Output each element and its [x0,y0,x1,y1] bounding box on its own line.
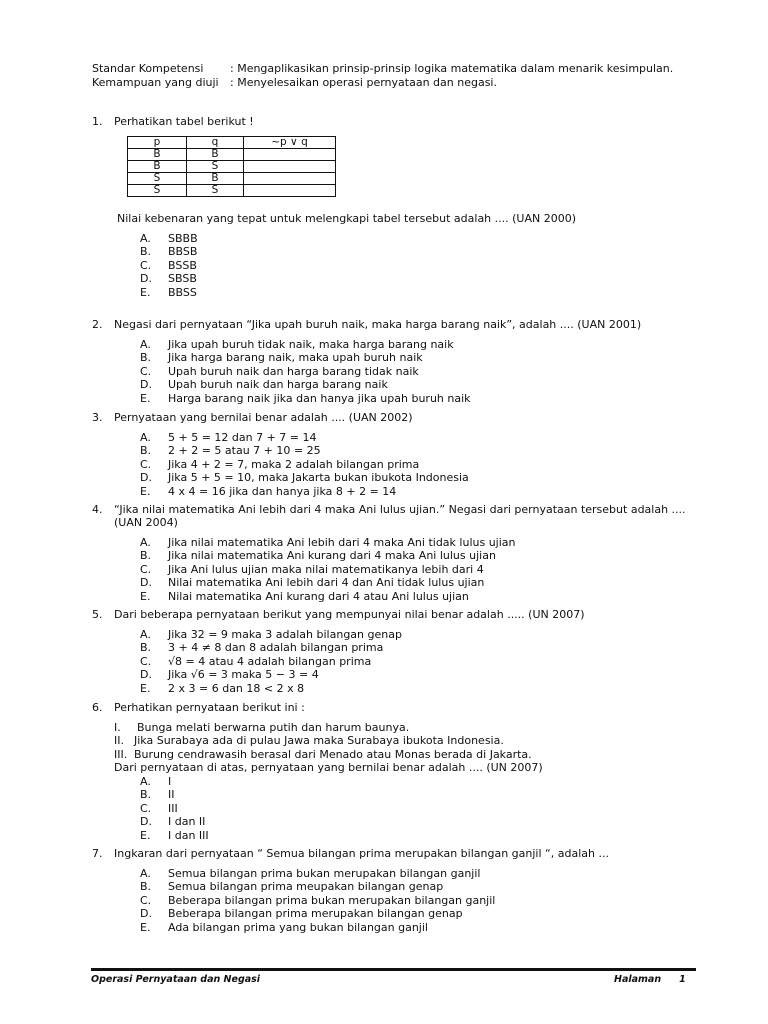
statement-roman: I. [114,721,121,734]
statement-item [114,748,543,761]
option-d [140,668,402,681]
question-5 [92,608,702,621]
option-a [140,431,469,444]
table-cell: S [187,161,244,173]
option-letter: D. [140,668,152,682]
sk-label: Standar Kompetensi [92,62,204,75]
option-text: Jika Ani lulus ujian maka nilai matematikanya lebih dari 4 [168,562,484,576]
table-header-cell: p [128,137,187,149]
options-q3 [140,431,469,498]
statement-roman: III. [114,747,128,761]
option-c [140,365,471,378]
question-text: Dari beberapa pernyataan berikut yang mempunyai nilai benar adalah ..... (UN 2007) [114,608,585,621]
option-letter: C. [140,801,152,815]
option-b [140,788,209,801]
option-c [140,259,198,272]
table-cell: S [128,173,187,185]
option-text: Jika nilai matematika Ani kurang dari 4 maka Ani lulus ujian [168,549,496,563]
option-text: SBSB [168,272,197,286]
sk-value: : Mengaplikasikan prinsip-prinsip logika matematika dalam menarik kesimpulan. [230,62,674,75]
question-1-prompt: Nilai kebenaran yang tepat untuk melengkapi tabel tersebut adalah .... (UAN 2000) [117,212,577,225]
option-a [140,628,402,641]
option-letter: E. [140,589,151,603]
option-text: Upah buruh naik dan harga barang naik [168,378,388,392]
question-2 [92,318,702,331]
option-text: 2 x 3 = 6 dan 18 < 2 x 8 [168,681,305,695]
question-number: 2. [92,318,103,331]
options-q5 [140,628,402,695]
option-letter: D. [140,815,152,829]
question-text: Perhatikan pernyataan berikut ini : [114,701,305,714]
options-q7 [140,867,495,934]
option-text: Jika √6 = 3 maka 5 − 3 = 4 [168,668,319,682]
option-letter: E. [140,285,151,299]
option-text: Harga barang naik jika dan hanya jika upah buruh naik [168,391,471,405]
table-cell: B [187,149,244,161]
option-letter: D. [140,272,152,286]
question-number: 7. [92,847,103,860]
table-cell: B [128,149,187,161]
question-6-prompt: Dari pernyataan di atas, pernyataan yang bernilai benar adalah .... (UN 2007) [114,761,543,775]
option-text: Beberapa bilangan prima merupakan bilangan genap [168,907,463,921]
option-b [140,880,495,893]
table-cell: B [187,173,244,185]
option-letter: B. [140,641,152,655]
table-header-cell: ~p ∨ q [244,137,336,149]
footer-rule [91,968,696,971]
statement-item [114,721,543,734]
table-cell [244,173,336,185]
option-text: Upah buruh naik dan harga barang tidak naik [168,364,419,378]
table-cell: S [128,185,187,197]
option-text: III [168,801,178,815]
question-7 [92,847,702,860]
table-row [128,149,336,161]
options-q2 [140,338,471,405]
table-cell [244,185,336,197]
question-number: 1. [92,115,103,128]
question-text: Pernyataan yang bernilai benar adalah .... (UAN 2002) [114,411,413,424]
option-text: BSSB [168,258,197,272]
option-a [140,775,209,788]
question-text: Perhatikan tabel berikut ! [114,115,254,128]
option-b [140,351,471,364]
option-letter: C. [140,562,152,576]
statement-text: Jika Surabaya ada di pulau Jawa maka Surabaya ibukota Indonesia. [134,734,504,748]
option-e [140,590,516,603]
options-q6 [140,775,209,842]
option-letter: B. [140,245,152,259]
option-text: BBSB [168,245,198,259]
option-letter: D. [140,907,152,921]
statement-text: Burung cendrawasih berasal dari Menado atau Monas berada di Jakarta. [134,747,532,761]
table-cell [244,149,336,161]
question-text: Negasi dari pernyataan “Jika upah buruh naik, maka harga barang naik”, adalah .... (UAN 2001) [114,318,642,331]
option-letter: C. [140,364,152,378]
header-standar-kompetensi [92,62,673,76]
option-letter: B. [140,549,152,563]
table-cell: B [128,161,187,173]
option-text: Semua bilangan prima meupakan bilangan genap [168,880,444,894]
option-d [140,272,198,285]
option-text: 5 + 5 = 12 dan 7 + 7 = 14 [168,431,317,444]
option-a [140,867,495,880]
option-letter: C. [140,893,152,907]
footer-page [614,974,686,985]
option-d [140,815,209,828]
option-letter: D. [140,378,152,392]
option-c [140,655,402,668]
table-cell: S [187,185,244,197]
option-e [140,829,209,842]
question-text: “Jika nilai matematika Ani lebih dari 4 maka Ani lulus ujian.” Negasi dari pernyataan tersebut adalah .... (UAN 2004) [114,503,686,530]
option-e [140,682,402,695]
question-number: 4. [92,503,103,516]
table-row [128,161,336,173]
options-q1 [140,232,198,299]
question-number: 6. [92,701,103,714]
option-letter: E. [140,681,151,695]
option-letter: A. [140,775,151,788]
option-d [140,471,469,484]
option-text: Jika 4 + 2 = 7, maka 2 adalah bilangan prima [168,457,420,471]
option-text: II [168,788,175,802]
header-kemampuan-diuji [92,76,497,90]
option-text: Nilai matematika Ani lebih dari 4 dan Ani tidak lulus ujian [168,576,485,590]
option-letter: A. [140,628,151,641]
option-text: I dan II [168,815,206,829]
option-letter: B. [140,880,152,894]
option-letter: A. [140,232,151,245]
table-header-cell: q [187,137,244,149]
question-4 [92,503,702,530]
option-text: BBSS [168,285,197,299]
option-e [140,921,495,934]
option-c [140,563,516,576]
option-letter: C. [140,654,152,668]
option-letter: A. [140,867,151,880]
option-a [140,338,471,351]
statement-text: Bunga melati berwarna putih dan harum baunya. [137,721,410,734]
ku-label: Kemampuan yang diuji [92,76,219,89]
option-letter: A. [140,536,151,549]
footer-page-label: Halaman [614,974,662,985]
option-d [140,378,471,391]
table-row [128,173,336,185]
option-text: Jika harga barang naik, maka upah buruh naik [168,351,423,365]
option-text: 3 + 4 ≠ 8 dan 8 adalah bilangan prima [168,641,384,655]
option-b [140,245,198,258]
option-e [140,392,471,405]
option-text: Ada bilangan prima yang bukan bilangan ganjil [168,920,428,934]
option-text: Jika 32 = 9 maka 3 adalah bilangan genap [168,628,402,641]
option-text: Jika 5 + 5 = 10, maka Jakarta bukan ibukota Indonesia [168,471,469,485]
option-text: Semua bilangan prima bukan merupakan bilangan ganjil [168,867,481,880]
question-6 [92,701,702,714]
option-e [140,286,198,299]
option-letter: A. [140,338,151,351]
statements-q6 [114,721,543,775]
option-b [140,549,516,562]
option-a [140,232,198,245]
option-text: 4 x 4 = 16 jika dan hanya jika 8 + 2 = 14 [168,484,397,498]
statement-roman: II. [114,734,124,748]
table-header-row [128,137,336,149]
option-c [140,894,495,907]
table-row [128,185,336,197]
question-text: Ingkaran dari pernyataan “ Semua bilangan prima merupakan bilangan ganjil “, adalah ... [114,847,609,860]
ku-value: : Menyelesaikan operasi pernyataan dan negasi. [230,76,497,89]
option-letter: B. [140,444,152,458]
option-letter: E. [140,828,151,842]
option-d [140,576,516,589]
option-b [140,444,469,457]
footer-page-number: 1 [679,974,686,985]
option-letter: E. [140,391,151,405]
footer-title: Operasi Pernyataan dan Negasi [91,974,261,985]
option-d [140,907,495,920]
question-3 [92,411,702,424]
option-text: I dan III [168,828,209,842]
option-text: Beberapa bilangan prima bukan merupakan bilangan ganjil [168,893,496,907]
option-c [140,802,209,815]
options-q4 [140,536,516,603]
option-letter: E. [140,920,151,934]
statement-item [114,734,543,747]
option-letter: B. [140,351,152,365]
option-letter: C. [140,457,152,471]
option-text: Nilai matematika Ani kurang dari 4 atau Ani lulus ujian [168,589,469,603]
question-number: 3. [92,411,103,424]
option-letter: D. [140,576,152,590]
option-text: 2 + 2 = 5 atau 7 + 10 = 25 [168,444,321,458]
option-c [140,458,469,471]
option-letter: B. [140,788,152,802]
option-b [140,641,402,654]
table-cell [244,161,336,173]
option-letter: C. [140,258,152,272]
option-letter: E. [140,484,151,498]
option-text: SBBB [168,232,198,245]
truth-table [127,136,336,197]
option-e [140,485,469,498]
option-letter: D. [140,471,152,485]
option-text: √8 = 4 atau 4 adalah bilangan prima [168,654,372,668]
question-number: 5. [92,608,103,621]
option-text: I [168,775,172,788]
option-letter: A. [140,431,151,444]
option-text: Jika nilai matematika Ani lebih dari 4 maka Ani tidak lulus ujian [168,536,516,549]
question-1 [92,115,702,128]
option-a [140,536,516,549]
option-text: Jika upah buruh tidak naik, maka harga barang naik [168,338,454,351]
